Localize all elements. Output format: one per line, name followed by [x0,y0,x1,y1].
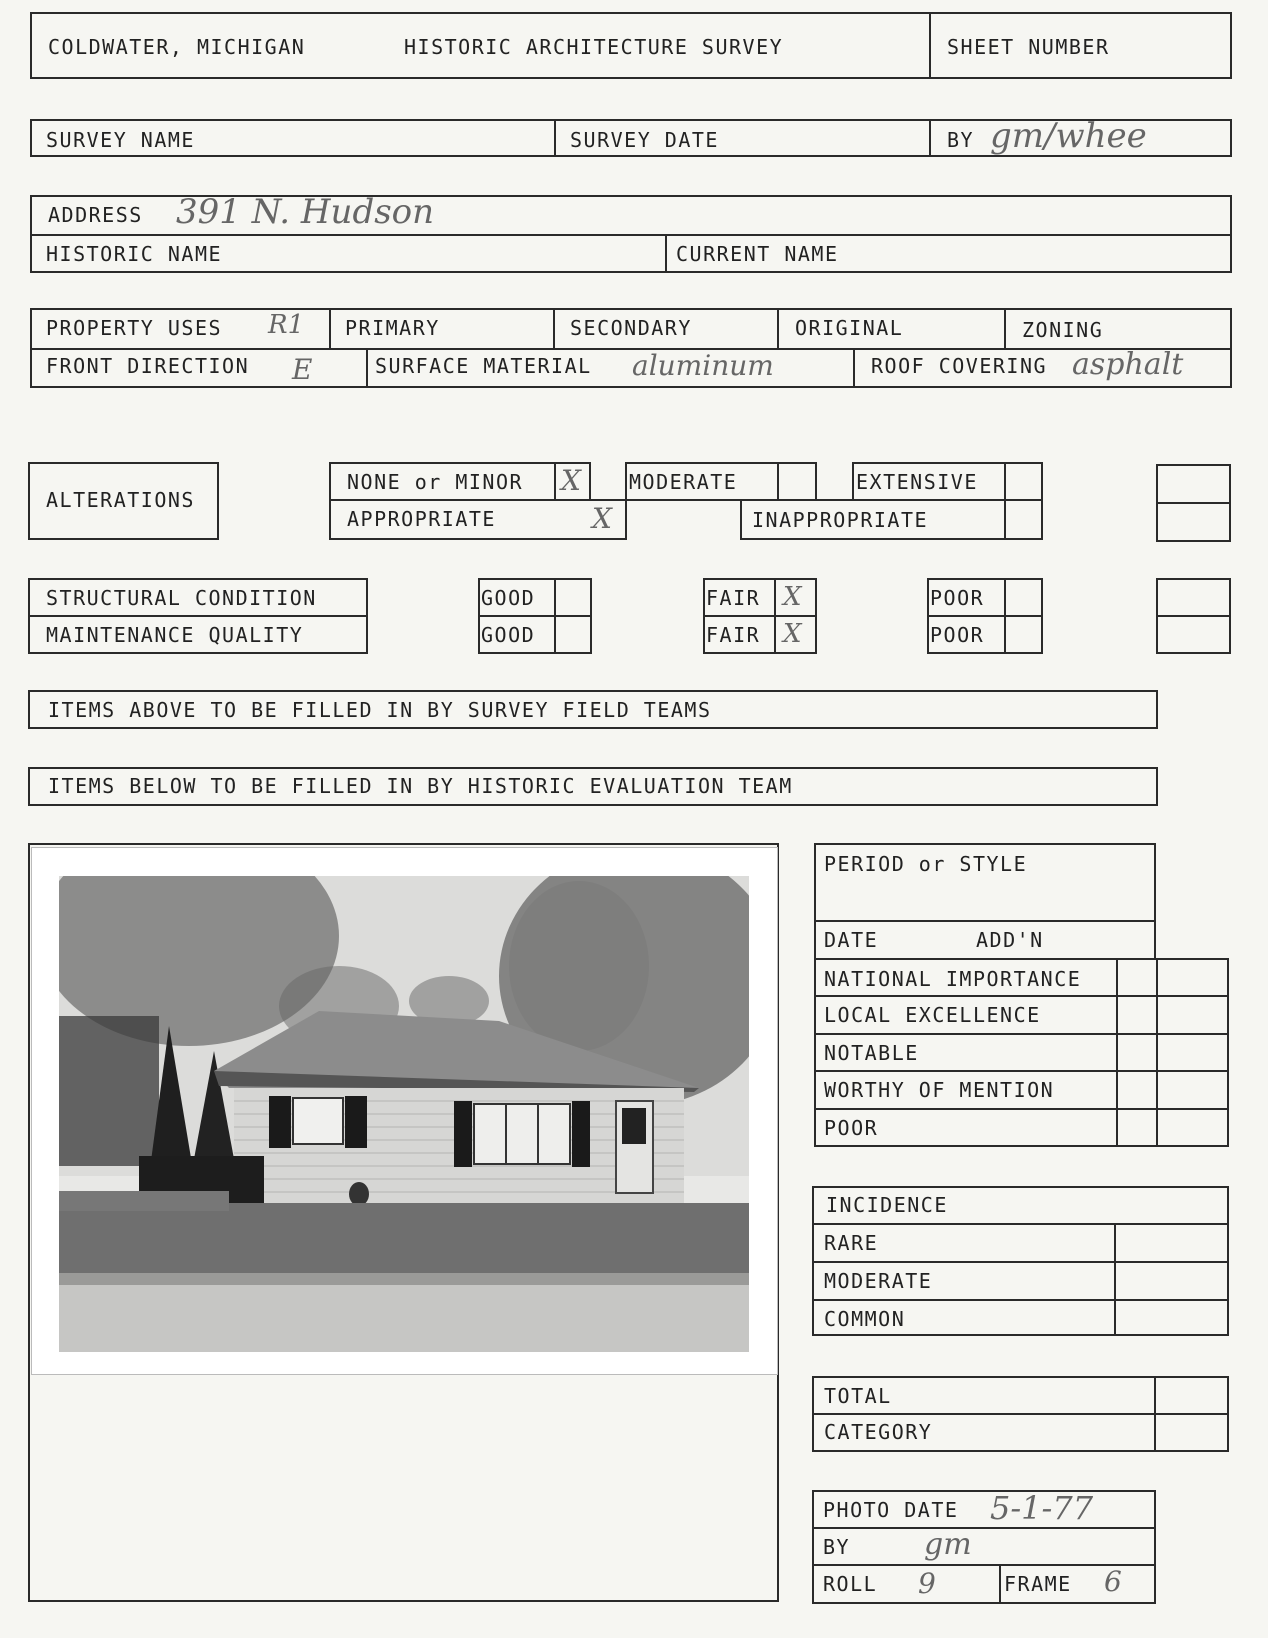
survey-divider-2 [929,119,931,157]
total-col [1154,1376,1156,1452]
photo-by-label: BY [823,1535,851,1559]
incidence-col-1 [1114,1223,1116,1336]
photo-by-value: gm [924,1527,972,1562]
structural-poor-label: POOR [930,586,985,610]
worthy-of-mention-label: WORTHY OF MENTION [824,1078,1055,1102]
zoning-label: ZONING [1022,318,1104,342]
appropriate-mark: X [592,502,612,535]
fair-divider-v [774,578,776,654]
items-below-bottom-line [28,804,1158,806]
importance-row-2 [814,1033,1229,1035]
property-divider-1 [329,308,331,348]
survey-by-value: gm/whee [990,116,1147,156]
address-label: ADDRESS [48,203,143,227]
property-uses-label: PROPERTY USES [46,316,223,340]
incidence-row-1 [812,1223,1229,1225]
period-divider [814,920,1156,922]
total-divider [812,1413,1229,1415]
sheet-number-label: SHEET NUMBER [947,35,1110,59]
fair-divider-h [703,615,817,617]
address-value: 391 N. Hudson [176,192,435,232]
property-uses-value: R1 [268,310,305,340]
importance-col-1 [1116,958,1118,1147]
roof-covering-label: ROOF COVERING [871,354,1048,378]
maintenance-quality-label: MAINTENANCE QUALITY [46,623,304,647]
importance-row-4 [814,1108,1229,1110]
city-title: COLDWATER, MICHIGAN [48,35,306,59]
survey-by-label: BY [947,128,975,152]
alterations-score-divider [1156,502,1231,504]
property-divider-2 [553,308,555,348]
moderate-label: MODERATE [629,470,738,494]
extensive-check-divider [1004,462,1006,501]
original-label: ORIGINAL [795,316,904,340]
local-excellence-label: LOCAL EXCELLENCE [824,1003,1041,1027]
current-name-label: CURRENT NAME [676,242,839,266]
poor-divider-h [927,615,1043,617]
importance-row-1 [814,995,1229,997]
period-style-label: PERIOD or STYLE [824,852,1028,876]
front-direction-label: FRONT DIRECTION [46,354,250,378]
maintenance-fair-mark: X [783,619,802,649]
property-divider-4 [1004,308,1006,348]
none-minor-mark: X [561,464,581,497]
roll-label: ROLL [823,1572,878,1596]
poor-divider-v [1004,578,1006,654]
roll-value: 9 [918,1567,936,1600]
inappropriate-label: INAPPROPRIATE [752,508,929,532]
surface-material-label: SURFACE MATERIAL [375,354,592,378]
roll-frame-divider [999,1564,1001,1604]
good-divider-h [478,615,592,617]
photo-date-value: 5-1-77 [990,1489,1094,1527]
photo-info-row-1 [812,1527,1156,1529]
importance-row-3 [814,1070,1229,1072]
surface-material-value: aluminum [632,349,774,382]
none-minor-label: NONE or MINOR [347,470,524,494]
house-photo [31,847,778,1375]
addn-label: ADD'N [976,928,1044,952]
items-below-note: ITEMS BELOW TO BE FILLED IN BY HISTORIC EVALUATION TEAM [48,774,793,798]
condition-score-divider [1156,615,1231,617]
structural-condition-label: STRUCTURAL CONDITION [46,586,317,610]
importance-col-2 [1156,958,1158,1147]
incidence-row-2 [812,1261,1229,1263]
structural-fair-mark: X [783,582,802,612]
items-below-right-line [1156,767,1158,806]
survey-date-label: SURVEY DATE [570,128,719,152]
incidence-moderate-label: MODERATE [824,1269,933,1293]
structural-good-label: GOOD [481,586,536,610]
maintenance-good-label: GOOD [481,623,536,647]
national-importance-label: NATIONAL IMPORTANCE [824,967,1082,991]
items-above-note: ITEMS ABOVE TO BE FILLED IN BY SURVEY FIELD TEAMS [48,698,712,722]
moderate-check-divider [777,462,779,501]
property-divider-6 [853,348,855,388]
total-label: TOTAL [824,1384,892,1408]
survey-divider-1 [554,119,556,157]
alterations-label: ALTERATIONS [46,488,195,512]
frame-label: FRAME [1004,1572,1072,1596]
extensive-label: EXTENSIVE [856,470,978,494]
survey-name-label: SURVEY NAME [46,128,195,152]
date-label: DATE [824,928,879,952]
header-divider [929,12,931,79]
secondary-label: SECONDARY [570,316,692,340]
inappropriate-check-divider [1004,499,1006,540]
house-photo-image [59,876,749,1352]
survey-title: HISTORIC ARCHITECTURE SURVEY [404,35,784,59]
category-label: CATEGORY [824,1420,933,1444]
photo-date-label: PHOTO DATE [823,1498,959,1522]
frame-value: 6 [1104,1565,1122,1598]
roof-covering-value: asphalt [1072,347,1184,382]
property-divider-h [30,348,1232,350]
eval-poor-label: POOR [824,1116,879,1140]
property-divider-3 [777,308,779,348]
maintenance-poor-label: POOR [930,623,985,647]
address-divider-h [30,234,1232,236]
structural-fair-label: FAIR [706,586,761,610]
incidence-row-3 [812,1299,1229,1301]
historic-name-label: HISTORIC NAME [46,242,223,266]
rare-label: RARE [824,1231,879,1255]
none-minor-check-divider [554,462,556,501]
condition-label-divider [28,615,368,617]
property-divider-5 [366,348,368,388]
good-divider-v [554,578,556,654]
common-label: COMMON [824,1307,906,1331]
incidence-label: INCIDENCE [826,1193,948,1217]
address-divider-v [665,234,667,273]
primary-label: PRIMARY [345,316,440,340]
maintenance-fair-label: FAIR [706,623,761,647]
notable-label: NOTABLE [824,1041,919,1065]
appropriate-label: APPROPRIATE [347,507,496,531]
front-direction-value: E [292,353,313,386]
